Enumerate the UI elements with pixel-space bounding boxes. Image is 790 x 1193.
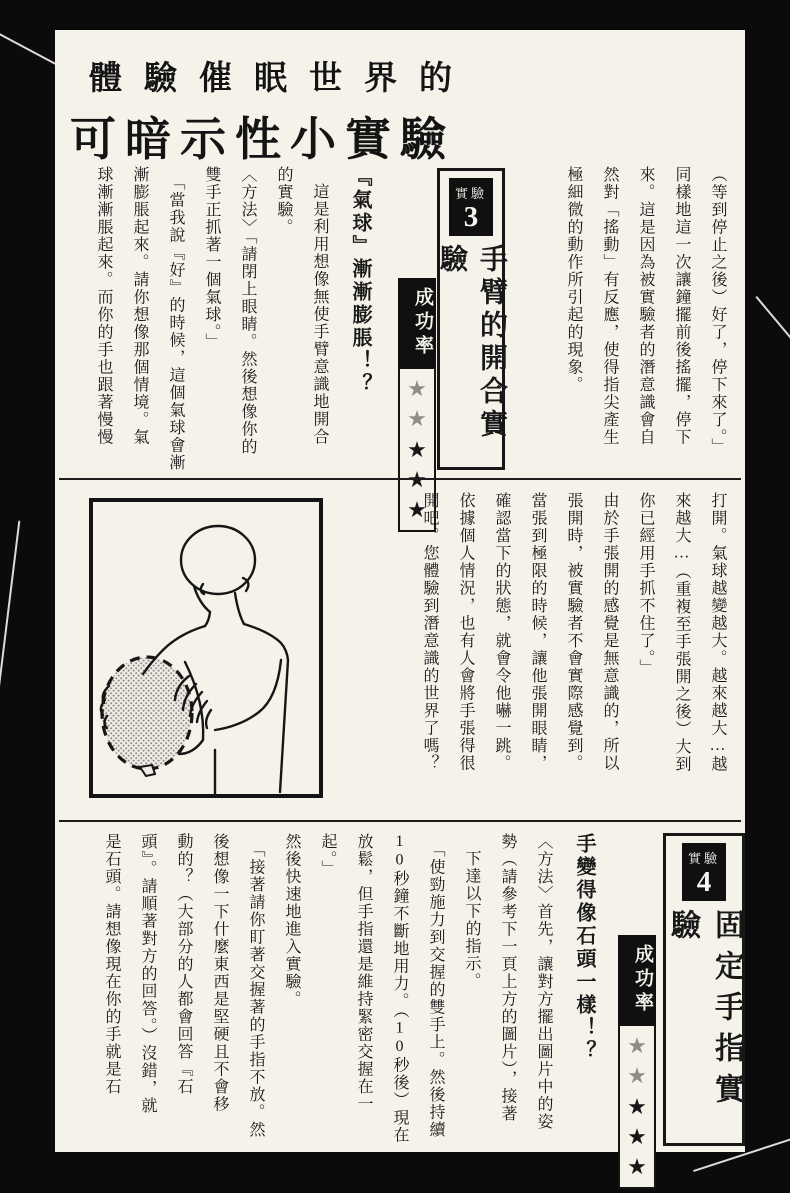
- text-column: 由於手張開的感覺是無意識的，所以: [601, 492, 618, 772]
- scan-scratch: [0, 521, 20, 690]
- text-column: 當張到極限的時候，讓他張開眼睛，: [529, 492, 546, 772]
- experiment3-paragraph: [85, 166, 383, 481]
- text-column: 然後快速地進入實驗。: [283, 833, 300, 1008]
- text-column: 10秒鐘不斷地用力。（10秒後）現在: [391, 833, 408, 1144]
- section2-paragraph: [411, 492, 735, 807]
- star-icon: ★: [627, 1154, 647, 1180]
- balloon-shape: [102, 657, 192, 769]
- text-column: 放鬆，但手指還是維持緊密交握在一: [355, 833, 372, 1113]
- text-column: 後想像一下什麼東西是堅硬且不會移: [211, 833, 228, 1113]
- experiment3-badge: [449, 178, 493, 236]
- text-column: 頭』。請順著對方的回答。）沒錯，就: [139, 833, 156, 1115]
- text-column: （等到停止之後）好了，停下來了。」: [709, 166, 726, 456]
- text-column: 來。這是因為被實驗者的潛意識會自: [637, 166, 654, 446]
- text-column: 〈方法〉首先，讓對方擺出圖片中的姿: [535, 833, 552, 1131]
- star-icon: ★: [407, 406, 427, 432]
- text-column: 的實驗。: [275, 166, 292, 236]
- text-column: 確認當下的狀態，就會令他嚇一跳。: [493, 492, 510, 772]
- experiment4-title: 固定手指實驗: [666, 909, 743, 1115]
- page-title-line1: 體驗催眠世界的: [89, 61, 474, 97]
- success-rate-stars: [618, 1026, 656, 1189]
- text-column: 「接著請你盯著交握著的手指不放。然: [247, 841, 264, 1139]
- text-column: 這是利用想像無使手臂意識地開合: [311, 183, 328, 446]
- experiment-badge-label: 實驗: [454, 186, 487, 201]
- text-column: 依據個人情況，也有人會將手張得很: [457, 492, 474, 772]
- text-column: 漸膨脹起來。請你想像那個情境。氣: [131, 166, 148, 446]
- experiment4-subtitle: 手變得像石頭一樣！？: [573, 833, 595, 1063]
- text-column: 下達以下的指示。: [463, 850, 480, 990]
- text-column: 開吧。您體驗到潛意識的世界了嗎？: [421, 492, 438, 772]
- star-icon: ★: [627, 1033, 647, 1058]
- page-title-line2: 可暗示性小實驗: [70, 114, 455, 165]
- star-icon: ★: [407, 497, 427, 523]
- balloon-knot: [140, 765, 155, 776]
- text-column: 球漸漸脹起來。而你的手也跟著慢慢: [95, 166, 112, 446]
- text-column: 雙手正抓著一個氣球。」: [203, 166, 220, 351]
- star-icon: [407, 465, 427, 495]
- text-column: 勢（請參考下一頁上方的圖片），接著: [499, 833, 516, 1123]
- star-icon: ★: [407, 376, 427, 401]
- experiment3-number: 3: [463, 201, 479, 233]
- success-rate-label: 成功率: [398, 278, 436, 369]
- text-column: 動的？（大部分的人都會回答『石: [175, 833, 192, 1096]
- text-column: 是石頭。請想像現在你的手就是石: [103, 833, 120, 1096]
- intro-paragraph: [555, 166, 735, 481]
- text-column: 然對「搖動」有反應，使得指尖產生: [601, 166, 618, 446]
- star-icon: ★: [627, 1124, 647, 1150]
- experiment3-subtitle: 『氣球』漸漸膨脹！？: [349, 166, 371, 396]
- experiment4-success-rate: [618, 935, 656, 1189]
- star-icon: ★: [627, 1093, 647, 1119]
- text-column: 「使勁施力到交握的雙手上。然後持續: [427, 841, 444, 1139]
- experiment-badge-label: 實驗: [687, 851, 720, 866]
- page-title: [70, 52, 474, 169]
- section-divider: [59, 820, 741, 822]
- section-divider: [59, 478, 741, 480]
- text-column: 「當我說『好』的時候，這個氣球會漸: [167, 174, 184, 472]
- experiment4-paragraph: [93, 833, 607, 1148]
- text-column: 〈方法〉「請閉上眼睛。然後想像你的: [239, 166, 256, 456]
- star-icon: ★: [627, 1063, 647, 1089]
- text-column: 極細微的動作所引起的現象。: [565, 166, 582, 394]
- experiment4-number: 4: [696, 866, 712, 898]
- text-column: 打開。氣球越變越大。越來越大…越: [709, 492, 726, 773]
- text-column: 起。」: [319, 833, 336, 878]
- text-column: 來越大…（重複至手張開之後）大到: [673, 492, 690, 773]
- experiment4-badge: [682, 843, 726, 901]
- success-rate-label: 成功率: [618, 935, 656, 1026]
- experiment3-header: [437, 168, 505, 470]
- star-icon: ★: [407, 436, 427, 462]
- book-page: [55, 30, 745, 1180]
- text-column: 同樣地這一次讓鐘擺前後搖擺，停下: [673, 166, 690, 446]
- text-column: 張開時，被實驗者不會實際感覺到。: [565, 492, 582, 772]
- experiment3-title: 手臂的開合實驗: [436, 244, 507, 443]
- balloon-illustration: [85, 492, 331, 810]
- text-column: 你已經用手抓不住了。」: [637, 492, 654, 677]
- scan-scratch: [755, 296, 790, 366]
- experiment4-header: [663, 833, 745, 1146]
